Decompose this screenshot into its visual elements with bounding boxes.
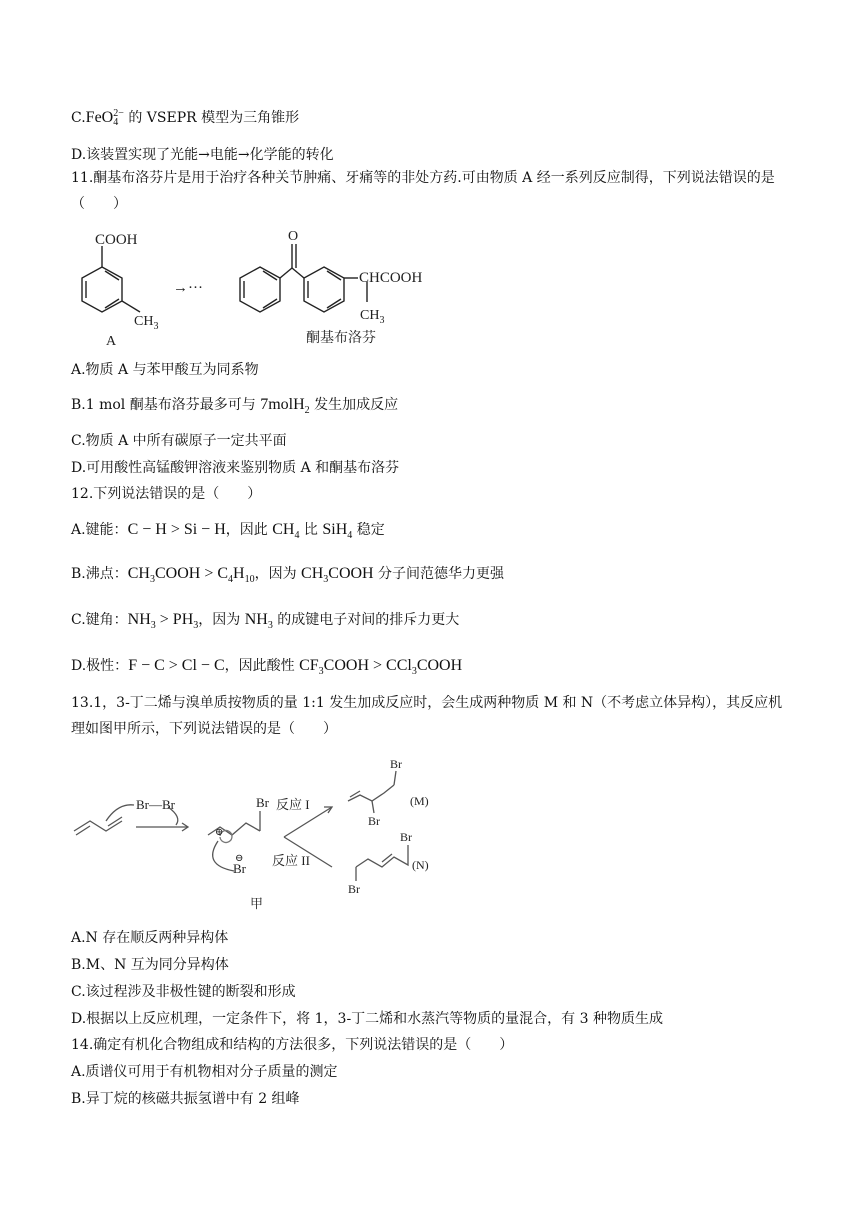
m-br1-label: Br bbox=[390, 757, 402, 771]
carbonyl-o-label: O bbox=[288, 229, 299, 244]
plus-symbol: ⊕ bbox=[215, 827, 224, 838]
butadiene-chain bbox=[74, 821, 122, 831]
n-label: (N) bbox=[412, 858, 429, 872]
question-14-stem: 14.确定有机化合物组成和结构的方法很多，下列说法错误的是（ ） bbox=[71, 1037, 514, 1053]
option-b-14: B.异丁烷的核磁共振氢谱中有 2 组峰 bbox=[71, 1091, 300, 1107]
option-a-12: A.键能：C − H > Si − H，因此 $CH_4$ 比 SiH$_4$ 稳定 bbox=[71, 521, 385, 542]
br2-label: Br—Br bbox=[136, 797, 175, 812]
br-anion-label: Br bbox=[233, 861, 246, 876]
question-12-stem: 12.下列说法错误的是（ ） bbox=[71, 486, 262, 502]
m-br2-label: Br bbox=[368, 814, 380, 828]
n-br1-label: Br bbox=[400, 830, 412, 844]
option-a-11: A.物质 A 与苯甲酸互为同系物 bbox=[71, 362, 259, 378]
minus-symbol: ⊖ bbox=[235, 853, 244, 864]
figure-caption-jia: 甲 bbox=[250, 896, 264, 911]
option-d-12: D.极性：F − C > Cl − C，因此酸性 $CF_3COOH$ > CCl$_3$COOH bbox=[71, 657, 463, 678]
m-label: (M) bbox=[410, 794, 429, 808]
chcooh-label: CHCOOH bbox=[359, 270, 423, 286]
reaction-1-label: 反应 I bbox=[276, 797, 310, 812]
reaction-arrow: →··· bbox=[173, 280, 203, 296]
question-11-stem: 11.酮基布洛芬片是用于治疗各种关节肿痛、牙痛等的非处方药.可由物质 A 经一系列反应制得，下列说法错误的是（ ） bbox=[71, 170, 775, 212]
option-a-14: A.质谱仪可用于有机物相对分子质量的测定 bbox=[71, 1064, 338, 1080]
ch3-label-ketoprofen: $CH_3$ bbox=[360, 308, 385, 326]
option-b-12: B.沸点：$CH_3COOH > C_4H_{10}$，因为 $CH_3COOH$ 分子间范德华力更强 bbox=[71, 565, 505, 586]
br-top-label: Br bbox=[256, 795, 269, 810]
n-br2-label: Br bbox=[348, 882, 360, 896]
option-a-13: A.N 存在顺反两种异构体 bbox=[71, 930, 229, 946]
product-m-chain bbox=[348, 785, 394, 801]
option-d-10: D.该装置实现了光能→电能→化学能的转化 bbox=[71, 147, 334, 163]
ketoprofen-reaction-figure bbox=[70, 224, 460, 350]
label-a: A bbox=[106, 334, 117, 349]
product-n-chain bbox=[356, 845, 408, 867]
option-b-13: B.M、N 互为同分异构体 bbox=[71, 957, 229, 973]
option-d-11: D.可用酸性高锰酸钾溶液来鉴别物质 A 和酮基布洛芬 bbox=[71, 460, 400, 476]
question-13-stem: 13.1，3-丁二烯与溴单质按物质的量 1:1 发生加成反应时，会生成两种物质 M 和 N（不考虑立体异构），其反应机理如图甲所示，下列说法错误的是（ ） bbox=[71, 695, 783, 737]
cooh-label-a: COOH bbox=[95, 232, 138, 248]
option-c-12: C.键角：$NH_3 > PH_3$，因为 $NH_3$ 的成键电子对间的排斥力更大 bbox=[71, 611, 460, 632]
option-c-13: C.该过程涉及非极性键的断裂和形成 bbox=[71, 984, 296, 1000]
curved-arrow-3 bbox=[213, 841, 234, 871]
option-c-10: C.FeO 2− 4 的 VSEPR 模型为三角锥形 bbox=[71, 108, 300, 129]
reaction-2-label: 反应 II bbox=[272, 853, 310, 868]
benzene-ring-a bbox=[82, 246, 140, 312]
option-b-11: B.1 mol 酮基布洛芬最多可与 7molH$_2$ 发生加成反应 bbox=[71, 396, 399, 417]
bromination-mechanism-figure bbox=[70, 755, 450, 915]
option-d-13: D.根据以上反应机理，一定条件下，将 1，3-丁二烯和水蒸汽等物质的量混合，有 3 种物质生成 bbox=[71, 1011, 663, 1027]
ketoprofen-caption: 酮基布洛芬 bbox=[306, 331, 376, 346]
ketoprofen-structure bbox=[240, 244, 367, 312]
ch3-label-a: $CH_3$ bbox=[134, 314, 159, 332]
option-c-11: C.物质 A 中所有碳原子一定共平面 bbox=[71, 433, 287, 449]
